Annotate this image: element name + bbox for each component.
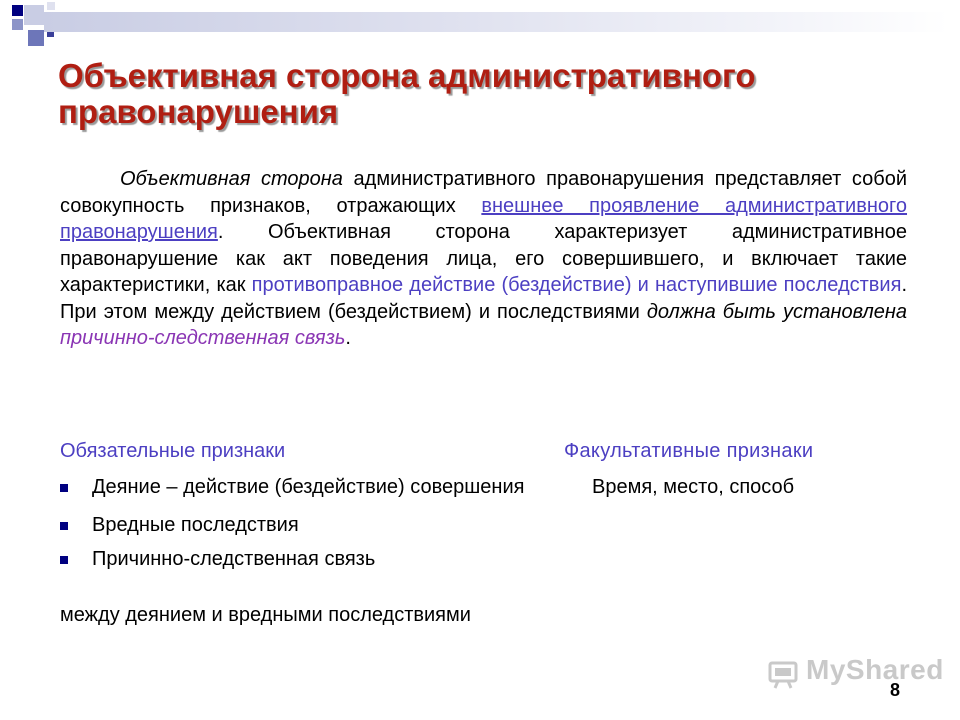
list-item [60,546,560,572]
para-highlight: противоправное действие (бездействие) и наступившие последствия [251,274,902,296]
optional-item: Время, место, способ [592,476,795,498]
para-text: . При этом между действием (бездействием) и последствиями [60,274,907,323]
bullet-square-icon [60,556,68,564]
decor-square [12,5,23,16]
bullet-square-icon [60,484,68,492]
decor-square [28,30,44,46]
page-number: 8 [890,680,901,700]
list-item-text: Вредные последствия [92,514,299,536]
list-item [60,512,560,538]
decor-square [24,5,44,25]
decor-square [47,2,55,10]
para-text: . Объективная сторона характеризует административное правонарушение как акт поведения лица, его совершившего, и включает такие характеристики, как [60,221,907,296]
para-causal-link: причинно-следственная связь [60,327,346,349]
header-bar [44,12,949,32]
decor-square [12,19,23,30]
list-item-text: Деяние – действие (бездействие) совершения [92,476,525,498]
bullet-square-icon [60,522,68,530]
watermark-text: MyShared [806,654,944,685]
para-text: административного правонарушения представляет собой совокупность признаков, отражающих [60,168,907,217]
para-highlight-link[interactable]: внешнее проявление административного правонарушения [60,194,908,243]
mandatory-heading: Обязательные признаки [60,440,286,462]
list-item [60,474,560,500]
definition-paragraph [60,166,907,352]
para-term: Объективная сторона [120,168,343,190]
slide-title: Объективная сторона административного правонарушения [58,57,756,130]
para-text: . [345,327,351,349]
mandatory-list [60,474,560,572]
list-item-text: Причинно-следственная связь [92,548,376,570]
mandatory-tail-text: между деянием и вредными последствиями [60,604,471,626]
optional-heading: Факультативные признаки [564,440,814,462]
para-emphasis: должна быть установлена [646,300,907,323]
